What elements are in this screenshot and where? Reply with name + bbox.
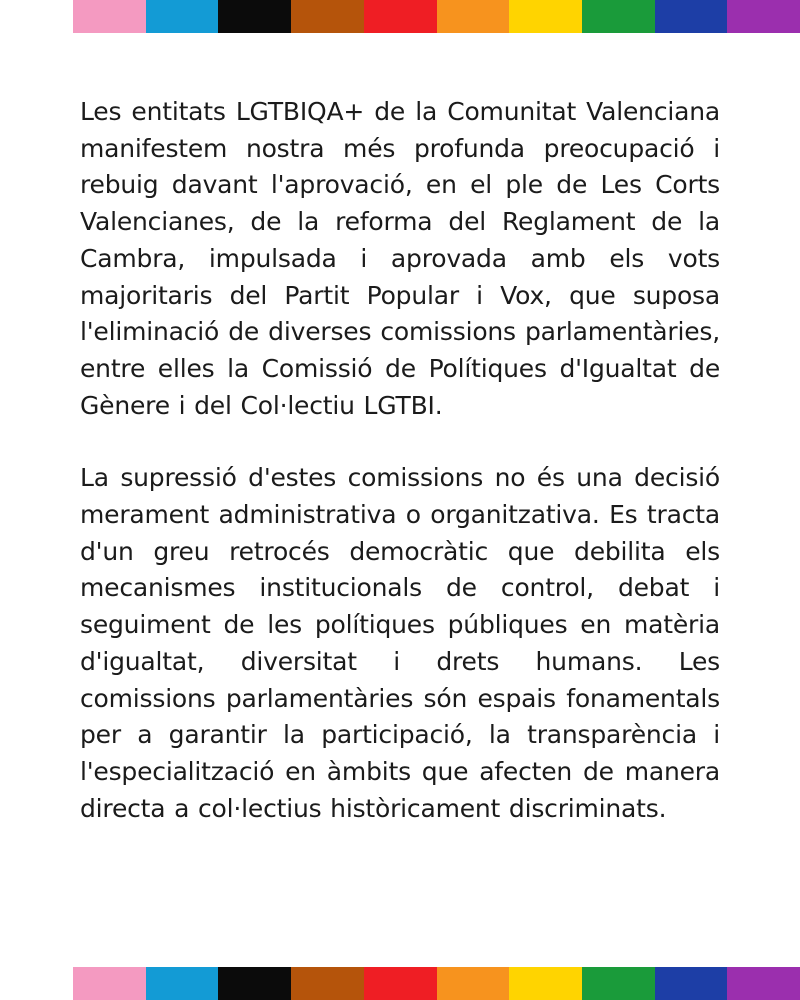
stripe-segment-8 (582, 967, 655, 1000)
top-pride-stripe-bar (73, 0, 800, 33)
stripe-segment-2 (146, 0, 219, 33)
stripe-segment-1 (73, 0, 146, 33)
stripe-segment-1 (73, 967, 146, 1000)
statement-paragraph-2: La supressió d'estes comissions no és una decisió merament administrativa o organitzativa. Es tracta d'un greu retrocés democràtic que debilita els mecanismes institucionals de control, debat i seguiment de les polítiques públiques en matèria d'igualtat, diversitat i drets humans. Les comissions parlamentàries són espais fonamentals per a garantir la participació, la transparència i l'especialització en àmbits que afecten de manera directa a col·lectius històricament discriminats. (80, 463, 720, 823)
stripe-segment-8 (582, 0, 655, 33)
stripe-segment-7 (509, 0, 582, 33)
stripe-segment-5 (364, 967, 437, 1000)
statement-paragraph-1: Les entitats LGTBIQA+ de la Comunitat Valenciana manifestem nostra més profunda preocupació i rebuig davant l'aprovació, en el ple de Les Corts Valencianes, de la reforma del Reglament de la Cambra, impulsada i aprovada amb els vots majoritaris del Partit Popular i Vox, que suposa l'eliminació de diverses comissions parlamentàries, entre elles la Comissió de Polítiques d'Igualtat de Gènere i del Col·lectiu LGTBI. (80, 97, 720, 420)
stripe-segment-10 (727, 0, 800, 33)
bottom-pride-stripe-bar (73, 967, 800, 1000)
stripe-segment-9 (655, 967, 728, 1000)
stripe-segment-10 (727, 967, 800, 1000)
statement-body (80, 94, 720, 827)
stripe-segment-5 (364, 0, 437, 33)
stripe-segment-4 (291, 0, 364, 33)
stripe-segment-6 (437, 967, 510, 1000)
stripe-segment-9 (655, 0, 728, 33)
stripe-segment-4 (291, 967, 364, 1000)
stripe-segment-6 (437, 0, 510, 33)
stripe-segment-2 (146, 967, 219, 1000)
stripe-segment-7 (509, 967, 582, 1000)
stripe-segment-3 (218, 967, 291, 1000)
stripe-segment-3 (218, 0, 291, 33)
